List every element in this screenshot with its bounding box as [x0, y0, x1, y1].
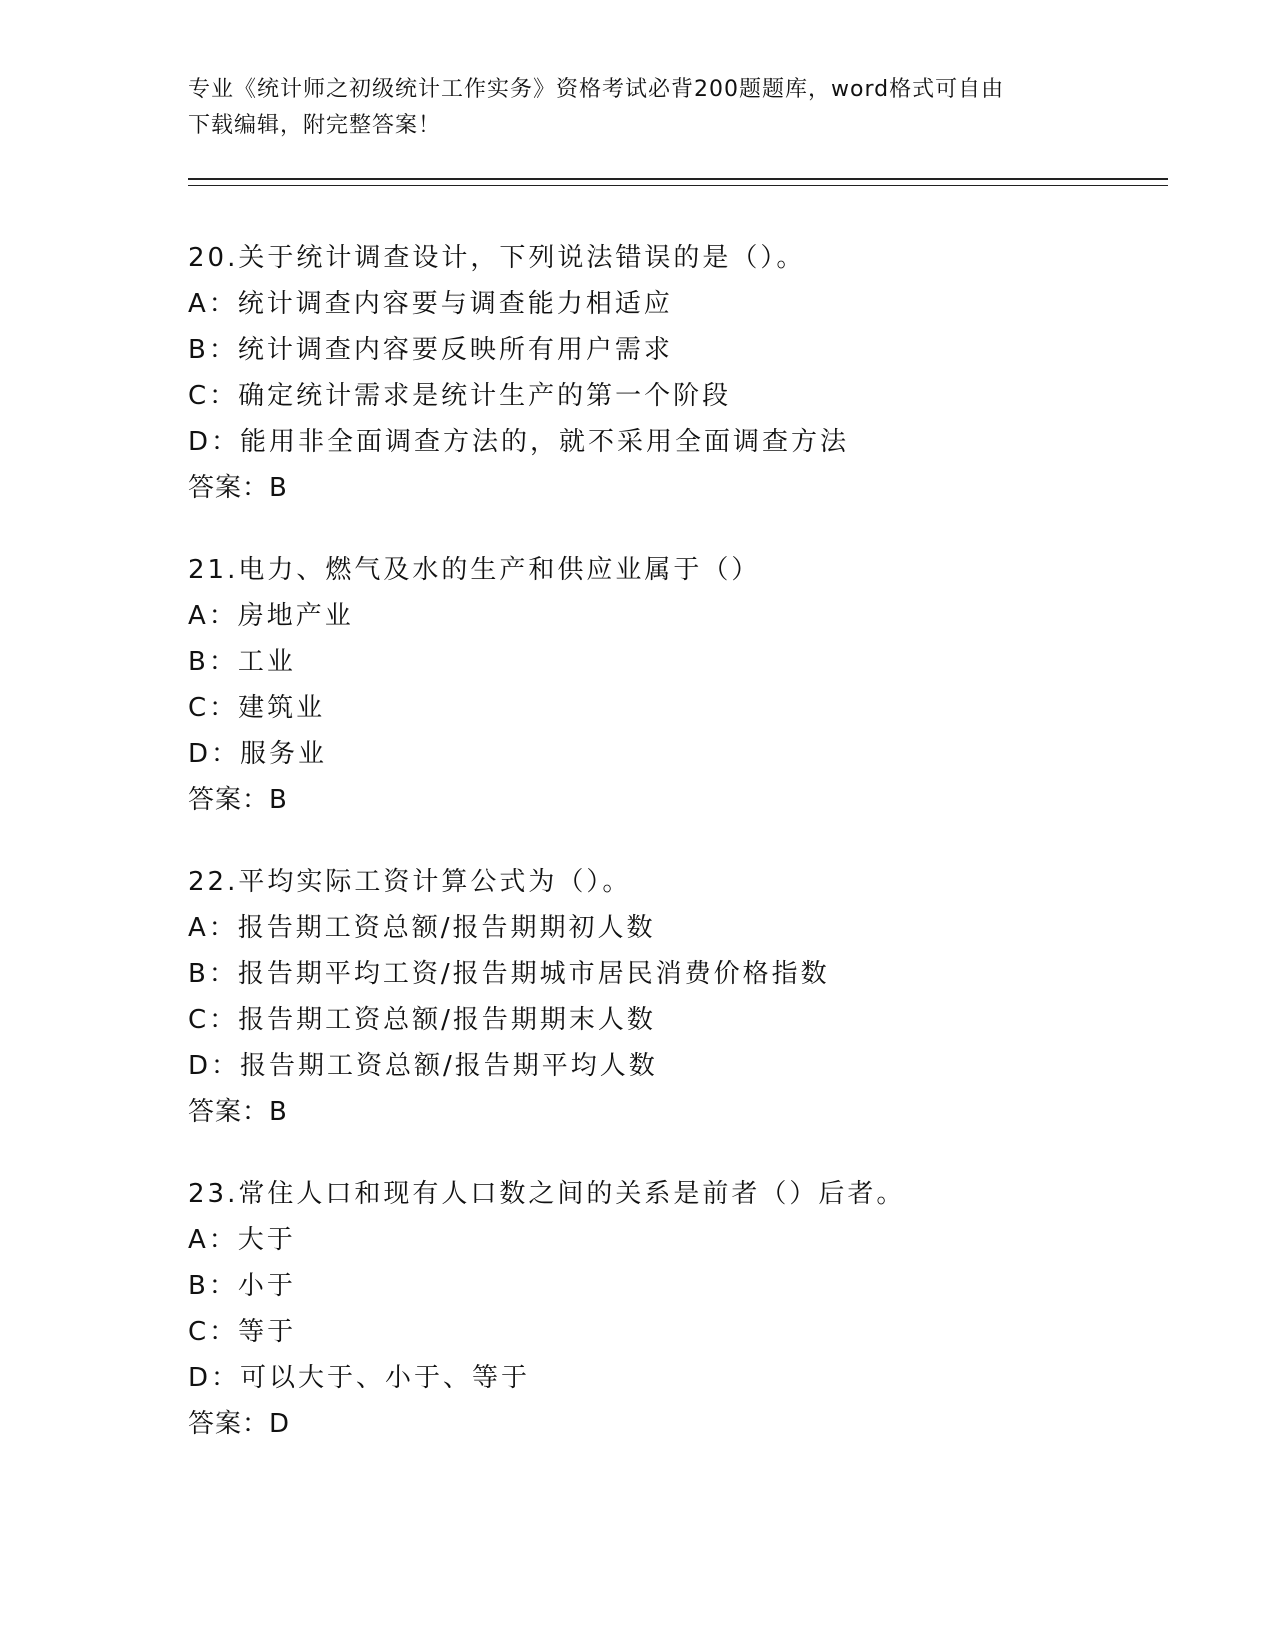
option-c: C：建筑业: [188, 693, 326, 723]
question-21: [188, 547, 1168, 823]
document-header: [188, 72, 1088, 144]
option-a: A：统计调查内容要与调查能力相适应: [188, 289, 673, 319]
option-d: D：能用非全面调查方法的，就不采用全面调查方法: [188, 427, 850, 457]
option-d: D：报告期工资总额/报告期平均人数: [188, 1051, 658, 1081]
option-a: A：报告期工资总额/报告期期初人数: [188, 913, 656, 943]
answer-line: 答案：B: [188, 1097, 288, 1127]
option-c: C：等于: [188, 1317, 297, 1347]
option-c: C：报告期工资总额/报告期期末人数: [188, 1005, 656, 1035]
question-20: [188, 235, 1168, 511]
option-c: C：确定统计需求是统计生产的第一个阶段: [188, 381, 732, 411]
question-stem: 21.电力、燃气及水的生产和供应业属于（）: [188, 555, 761, 585]
question-stem: 23.常住人口和现有人口数之间的关系是前者（）后者。: [188, 1179, 906, 1209]
option-a: A：房地产业: [188, 601, 354, 631]
question-stem: 20.关于统计调查设计，下列说法错误的是（）。: [188, 243, 806, 273]
option-a: A：大于: [188, 1225, 296, 1255]
option-b: B：小于: [188, 1271, 296, 1301]
question-stem: 22.平均实际工资计算公式为（）。: [188, 867, 632, 897]
question-list: [188, 235, 1168, 1483]
header-line-1: 专业《统计师之初级统计工作实务》资格考试必背200题题库，word格式可自由: [188, 77, 1005, 102]
option-b: B：统计调查内容要反映所有用户需求: [188, 335, 673, 365]
option-d: D：可以大于、小于、等于: [188, 1363, 531, 1393]
option-b: B：工业: [188, 647, 296, 677]
answer-line: 答案：B: [188, 473, 288, 503]
header-line-2: 下载编辑，附完整答案！: [188, 113, 442, 138]
question-23: [188, 1171, 1168, 1447]
answer-line: 答案：B: [188, 785, 288, 815]
answer-line: 答案：D: [188, 1409, 291, 1439]
option-d: D：服务业: [188, 739, 328, 769]
option-b: B：报告期平均工资/报告期城市居民消费价格指数: [188, 959, 830, 989]
question-22: [188, 859, 1168, 1135]
header-divider: [188, 178, 1168, 186]
